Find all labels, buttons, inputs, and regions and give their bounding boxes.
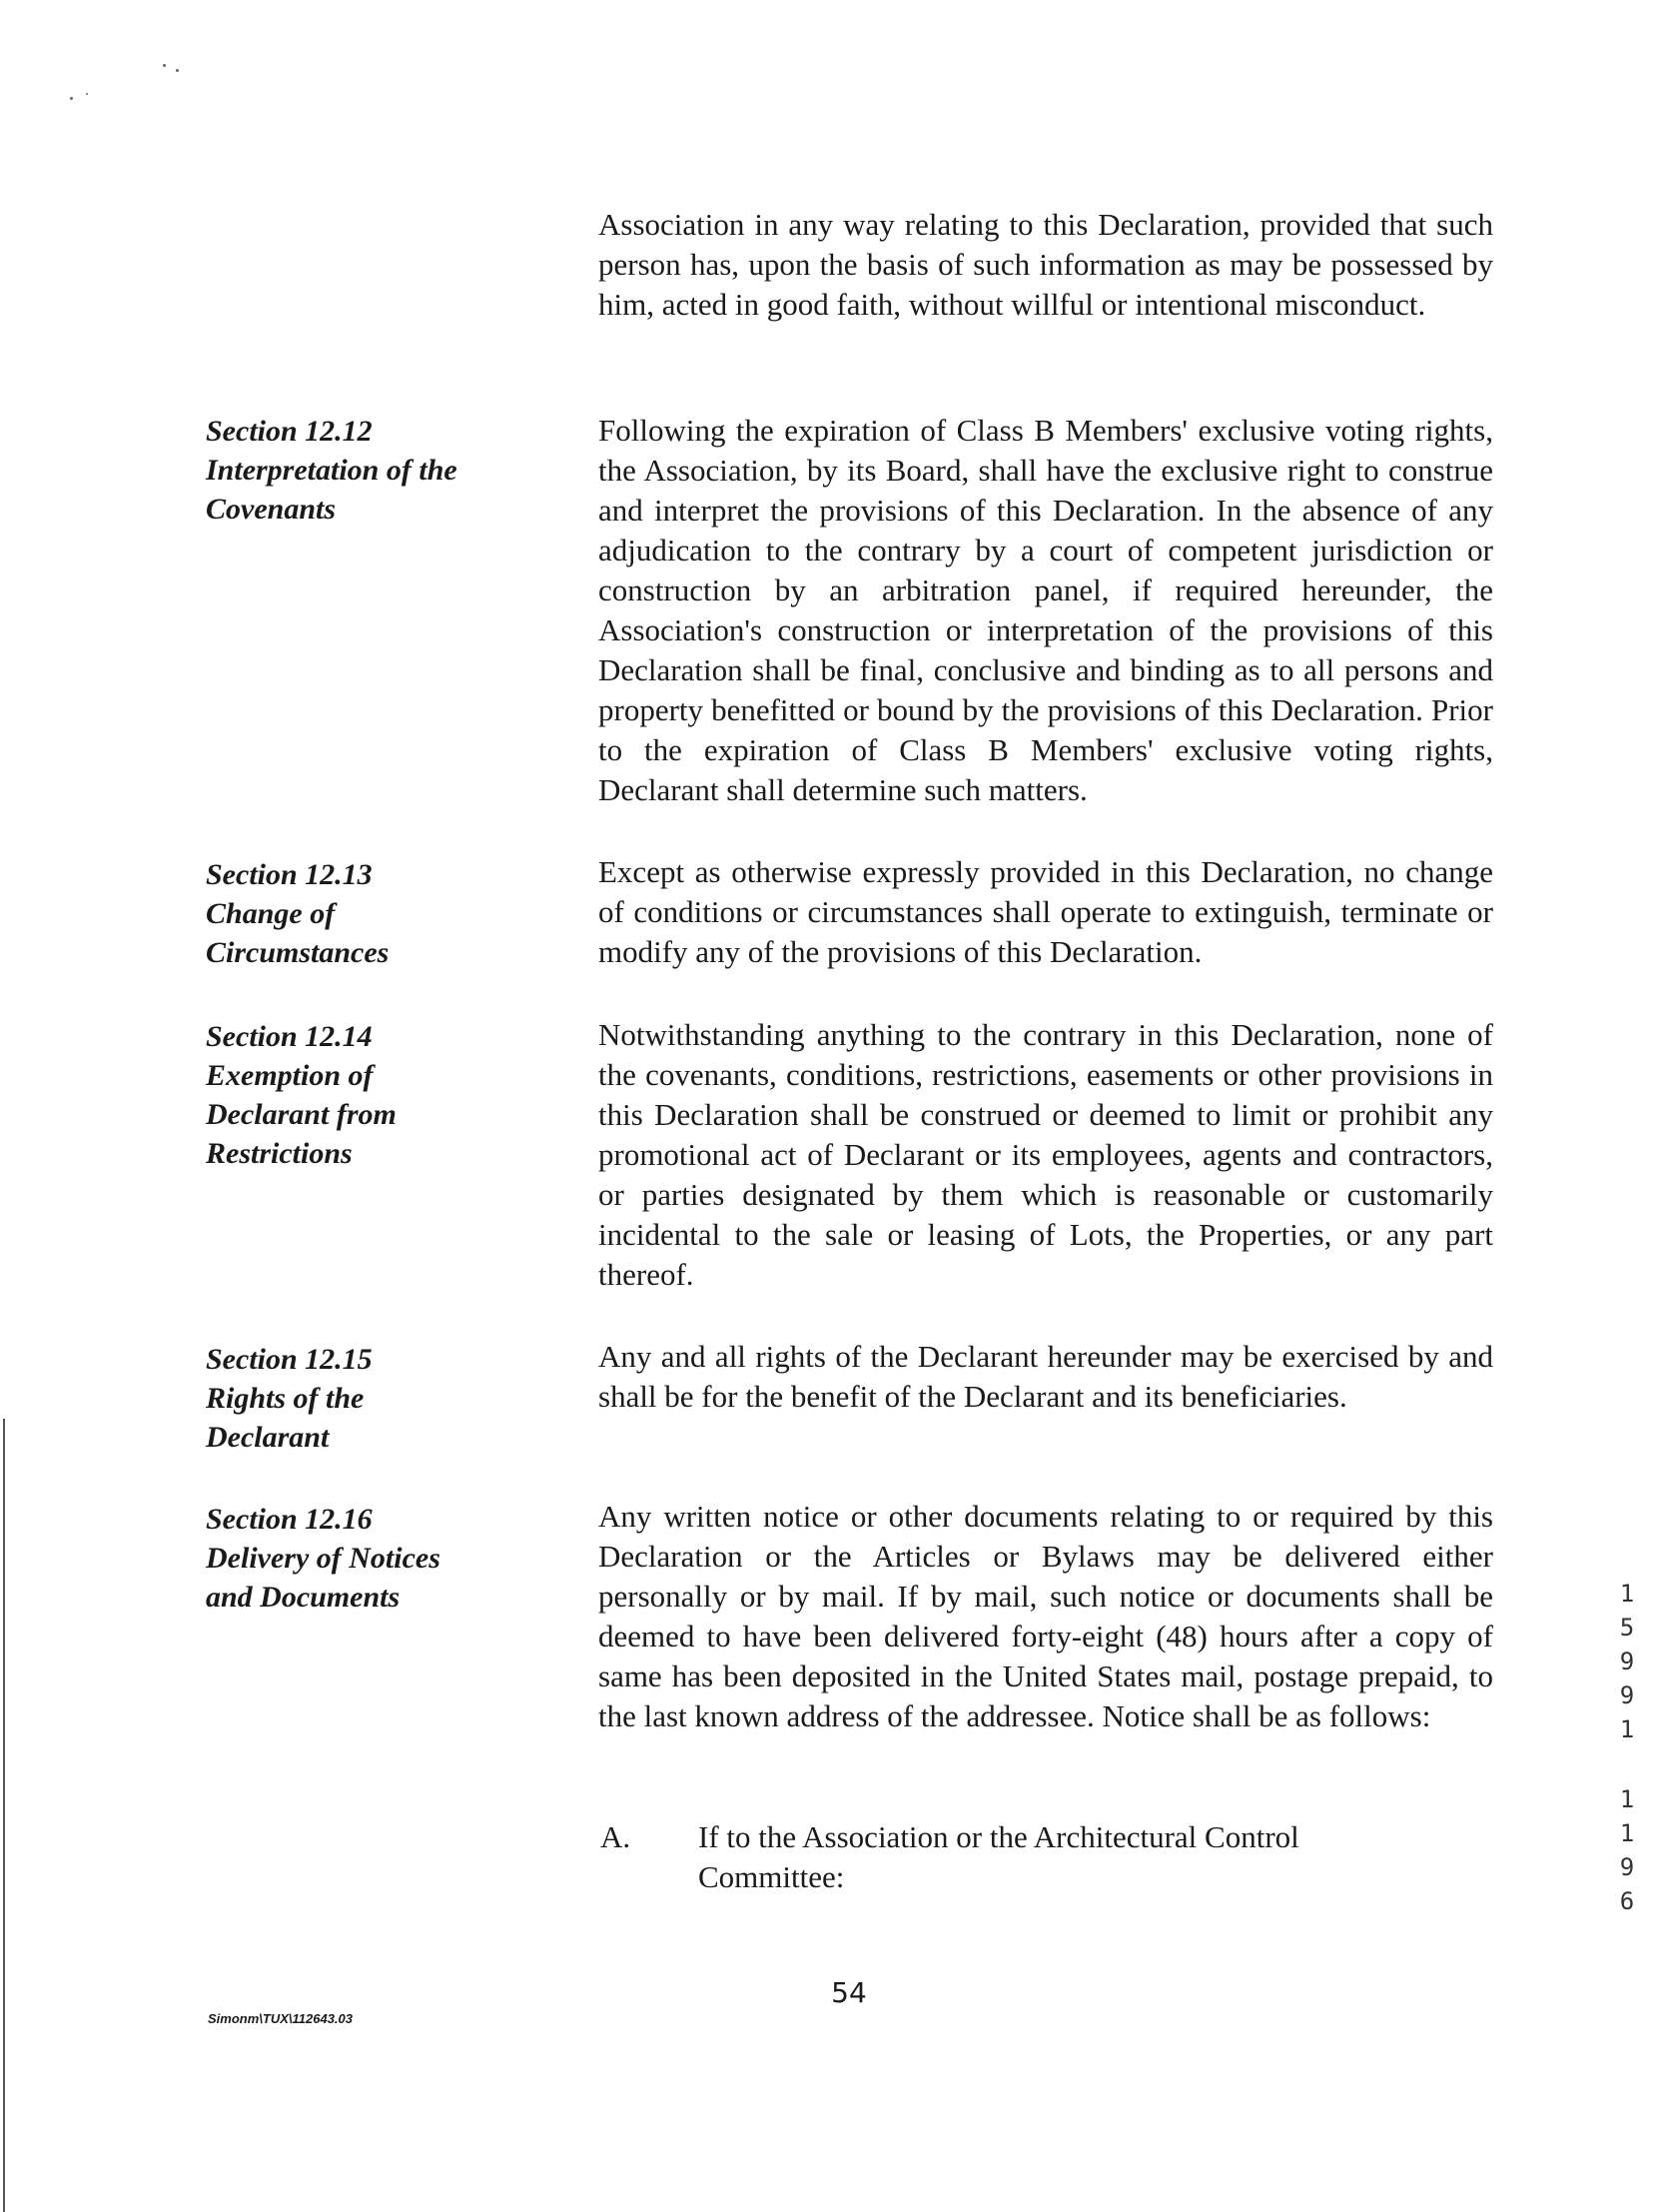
section-12-15-heading: [206, 1340, 545, 1457]
section-12-14-text: Notwithstanding anything to the contrary in this Declaration, none of the covenants, conditions, restrictions, easements or other provisions in this Declaration shall be construed or deemed to limit or prohibit any promotional act of Declarant or its employees, agents and contractors, or parties designated by them which is reasonable or customarily incidental to the sale or leasing of Lots, the Properties, or any part thereof.: [598, 1017, 1493, 1292]
section-12-12-heading: [206, 412, 545, 529]
section-title-line: Change of: [206, 897, 336, 930]
section-title-line: Rights of the: [206, 1382, 365, 1415]
stamp-digit: 9: [1619, 1853, 1635, 1881]
continuation-paragraph: Association in any way relating to this Declaration, provided that such person has, upon the basis of such information as may be possessed by him, acted in good faith, without willful or intentional misconduct.: [598, 207, 1493, 322]
item-label: A.: [600, 1819, 631, 1854]
section-number: Section 12.14: [206, 1020, 373, 1053]
stamp-digit: 6: [1619, 1887, 1635, 1915]
scan-speck: [70, 97, 73, 100]
stamp-gap: [1615, 1746, 1639, 1782]
stamp-digit: 9: [1619, 1648, 1635, 1675]
section-number: Section 12.16: [206, 1503, 373, 1536]
scan-speck: [176, 69, 179, 72]
scan-speck: [163, 64, 166, 67]
scan-speck: [86, 93, 88, 95]
section-title-line: Exemption of: [206, 1059, 374, 1092]
section-title-line: and Documents: [206, 1581, 401, 1614]
stamp-digit: 1: [1619, 1819, 1635, 1847]
section-title-line: Declarant from: [206, 1098, 397, 1131]
stamp-digit: 1: [1619, 1785, 1635, 1813]
section-12-16-text: Any written notice or other documents relating to or required by this Declaration or the Articles or Bylaws may be delivered either personally or by mail. If by mail, such notice or documents shall be deemed to have been delivered forty-eight (48) hours after a copy of same has been deposited in the United States mail, postage prepaid, to the last known address of the addressee. Notice shall be as follows:: [598, 1499, 1493, 1733]
section-title-line: Delivery of Notices: [206, 1542, 440, 1575]
section-12-13-text: Except as otherwise expressly provided in this Declaration, no change of conditions or circumstances shall operate to extinguish, terminate or modify any of the provisions of this Declaration.: [598, 854, 1493, 969]
section-number: Section 12.15: [206, 1343, 373, 1376]
stamp-digit: 9: [1619, 1681, 1635, 1709]
section-title-line: Interpretation of the: [206, 454, 457, 487]
section-12-16-heading: [206, 1500, 545, 1617]
item-text: If to the Association or the Architectural Control Committee:: [698, 1819, 1299, 1894]
section-12-12-text: Following the expiration of Class B Members' exclusive voting rights, the Association, by its Board, shall have the exclusive right to construe and interpret the provisions of this Declaration. In the absence of any adjudication to the contrary by a court of competent jurisdiction or construction by an arbitration panel, if required hereunder, the Association's construction or interpretation of the provisions of this Declaration shall be final, conclusive and binding as to all persons and property benefitted or bound by the provisions of this Declaration. Prior to the expiration of Class B Members' exclusive voting rights, Declarant shall determine such matters.: [598, 413, 1493, 807]
section-12-13-heading: [206, 855, 545, 972]
margin-recording-stamp: [1615, 1577, 1639, 1918]
section-title-line: Restrictions: [206, 1137, 353, 1170]
section-title-line: Circumstances: [206, 936, 390, 969]
section-12-15-text: Any and all rights of the Declarant hereunder may be exercised by and shall be for the benefit of the Declarant and its beneficiaries.: [598, 1339, 1493, 1414]
section-title-line: Declarant: [206, 1421, 330, 1454]
section-number: Section 12.12: [206, 415, 373, 448]
section-number: Section 12.13: [206, 858, 373, 891]
stamp-digit: 5: [1619, 1614, 1635, 1642]
section-title-line: Covenants: [206, 493, 337, 526]
scan-edge-line: [3, 1419, 5, 2212]
section-12-14-heading: [206, 1017, 545, 1173]
page-number: 54: [831, 1976, 867, 2009]
stamp-digit: 1: [1619, 1715, 1635, 1743]
document-id: Simonm\TUX\112643.03: [208, 2011, 353, 2026]
stamp-digit: 1: [1619, 1580, 1635, 1608]
